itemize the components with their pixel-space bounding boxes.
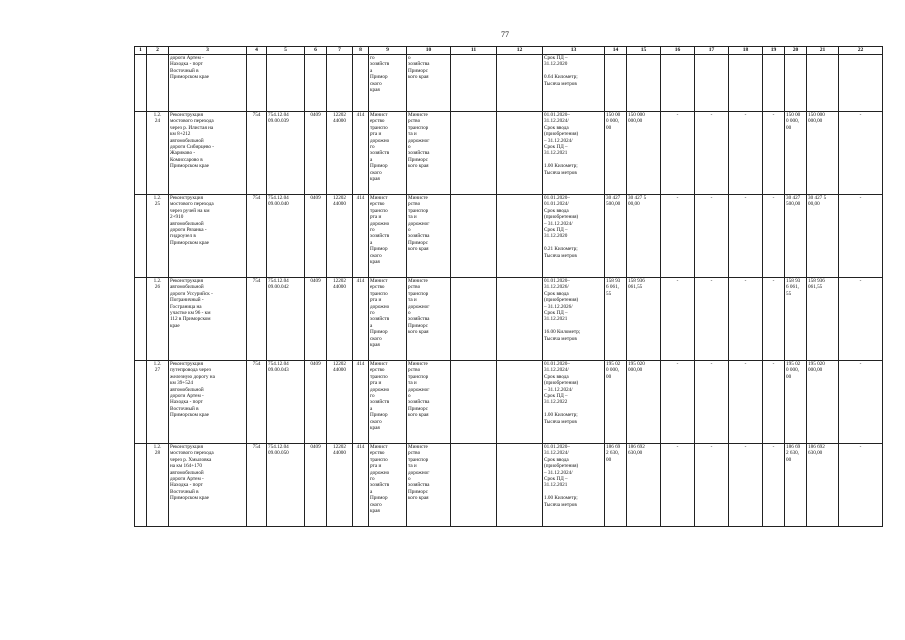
column-header: 11 xyxy=(451,47,497,55)
table-cell-c6: 0409 xyxy=(305,195,327,278)
header-row xyxy=(135,47,883,55)
table-cell-c8: 414 xyxy=(353,361,369,444)
table-cell-c14: 158 93 6 061, 55 xyxy=(605,278,627,361)
table-row xyxy=(135,278,883,361)
table-cell-c18: - xyxy=(729,195,763,278)
table-cell-c22: - xyxy=(839,278,883,361)
table-cell-c19 xyxy=(763,55,785,112)
table-cell-c11 xyxy=(451,361,497,444)
table-cell-c7: 12202 44000 xyxy=(327,195,353,278)
table-cell-c13: 01.01.2020– 31.12.2024/ Срок ввода (приобретения) – 31.12.2024/ Срок ПД – 31.12.2021 1.00 Километр; Тысяча метров xyxy=(543,444,605,527)
table-cell-c7 xyxy=(327,55,353,112)
column-header: 9 xyxy=(369,47,407,55)
table-cell-c7: 12202 44000 xyxy=(327,112,353,195)
table-cell-c13: 01.01.2020– 31.12.2024/ Срок ввода (приобретения) – 31.12.2024/ Срок ПД – 31.12.2022 1.00 Километр; Тысяча метров xyxy=(543,361,605,444)
table-cell-c5: 754.12.04 09.00.040 xyxy=(267,195,305,278)
table-row xyxy=(135,195,883,278)
table-cell-c18: - xyxy=(729,112,763,195)
table-cell-c4: 754 xyxy=(247,361,267,444)
table-cell-c17: - xyxy=(695,195,729,278)
table-cell-c1 xyxy=(135,195,147,278)
table-cell-c5: 754.12.04 09.00.042 xyxy=(267,278,305,361)
table-cell-c2: 1.2. 24 xyxy=(147,112,169,195)
table-cell-c3: дороги Артем - Находка - порт Восточный в Приморском крае xyxy=(169,55,247,112)
table-row xyxy=(135,444,883,527)
table-cell-c17: - xyxy=(695,361,729,444)
table-cell-c8: 414 xyxy=(353,112,369,195)
table-cell-c18: - xyxy=(729,444,763,527)
table-cell-c11 xyxy=(451,278,497,361)
table-cell-c3: Реконструкция мостового перехода через ручей на км 2+910 автомобильной дороги Рязанка - гидроузел в Приморском крае xyxy=(169,195,247,278)
table-cell-c6: 0409 xyxy=(305,112,327,195)
table-cell-c8: 414 xyxy=(353,195,369,278)
budget-table xyxy=(134,46,883,527)
table-cell-c15: 30 427 5 00,00 xyxy=(627,195,661,278)
table-body xyxy=(135,55,883,527)
table-cell-c5: 754.12.04 09.00.039 xyxy=(267,112,305,195)
column-header: 20 xyxy=(785,47,807,55)
table-cell-c14: 195 02 0 000, 00 xyxy=(605,361,627,444)
table-cell-c15 xyxy=(627,55,661,112)
column-header: 19 xyxy=(763,47,785,55)
column-header: 1 xyxy=(135,47,147,55)
table-cell-c10: о хозяйства Приморс кого края xyxy=(407,55,451,112)
table-cell-c16: - xyxy=(661,444,695,527)
column-header: 13 xyxy=(543,47,605,55)
table-cell-c19: - xyxy=(763,444,785,527)
table-cell-c15: 186 692 630,00 xyxy=(627,444,661,527)
table-cell-c21: 150 000 000,00 xyxy=(807,112,839,195)
column-header: 5 xyxy=(267,47,305,55)
table-cell-c17: - xyxy=(695,278,729,361)
table-cell-c19: - xyxy=(763,278,785,361)
table-cell-c8: 414 xyxy=(353,444,369,527)
table-cell-c20: 195 02 0 000, 00 xyxy=(785,361,807,444)
table-cell-c2: 1.2. 27 xyxy=(147,361,169,444)
table-row xyxy=(135,361,883,444)
table-cell-c3: Реконструкция путепровода через железную дорогу на км 39+524 автомобильной дороги Артем - Находка - порт Восточный в Приморском крае xyxy=(169,361,247,444)
table-cell-c16: - xyxy=(661,112,695,195)
table-cell-c12 xyxy=(497,195,543,278)
table-cell-c1 xyxy=(135,361,147,444)
table-cell-c11 xyxy=(451,55,497,112)
table-cell-c6: 0409 xyxy=(305,278,327,361)
table-cell-c3: Реконструкция мостового перехода через р. Илистая на км 8+212 автомобильной дороги Сибирцево - Жариково - Комиссарово в Приморском крае xyxy=(169,112,247,195)
table-cell-c2: 1.2. 28 xyxy=(147,444,169,527)
table-cell-c9: Минист ерство транспо рта и дорожно го хозяйств а Примор ского края xyxy=(369,195,407,278)
table-cell-c22: - xyxy=(839,112,883,195)
table-cell-c17: - xyxy=(695,112,729,195)
table-cell-c4: 754 xyxy=(247,112,267,195)
table-cell-c20 xyxy=(785,55,807,112)
table-cell-c14: 30 427 500,00 xyxy=(605,195,627,278)
table-cell-c20: 30 427 500,00 xyxy=(785,195,807,278)
table-cell-c22: - xyxy=(839,361,883,444)
table-cell-c7: 12202 44000 xyxy=(327,278,353,361)
table-cell-c9: Минист ерство транспо рта и дорожно го хозяйств а Примор ского края xyxy=(369,444,407,527)
page-number: 77 xyxy=(501,30,509,39)
table-cell-c8: 414 xyxy=(353,278,369,361)
column-header: 15 xyxy=(627,47,661,55)
column-header: 2 xyxy=(147,47,169,55)
table-cell-c10: Министе рство транспор та и дорожног о хозяйства Приморс кого края xyxy=(407,361,451,444)
table-cell-c3: Реконструкция мостового перехода через р. Хмыловка на км 164+170 автомобильной дороги Артем - Находка - порт Восточный в Приморском крае xyxy=(169,444,247,527)
table-cell-c10: Министе рство транспор та и дорожног о хозяйства Приморс кого края xyxy=(407,444,451,527)
table-cell-c12 xyxy=(497,444,543,527)
table-cell-c15: 158 936 061,55 xyxy=(627,278,661,361)
table-cell-c18: - xyxy=(729,278,763,361)
table-cell-c13: Срок ПД – 31.12.2020 0.64 Километр; Тысяча метров xyxy=(543,55,605,112)
table-cell-c5: 754.12.04 09.00.050 xyxy=(267,444,305,527)
table-cell-c2: 1.2. 25 xyxy=(147,195,169,278)
table-cell-c13: 01.01.2020– 01.01.2024/ Срок ввода (приобретения) – 31.12.2024/ Срок ПД – 31.12.2020 0.21 Километр; Тысяча метров xyxy=(543,195,605,278)
table-cell-c20: 158 93 6 061, 55 xyxy=(785,278,807,361)
table-cell-c16: - xyxy=(661,361,695,444)
column-header: 16 xyxy=(661,47,695,55)
table-cell-c9: Минист ерство транспо рта и дорожно го хозяйств а Примор ского края xyxy=(369,361,407,444)
table-cell-c18: - xyxy=(729,361,763,444)
table-cell-c12 xyxy=(497,361,543,444)
table-cell-c5: 754.12.04 09.00.043 xyxy=(267,361,305,444)
table-cell-c20: 186 69 2 630, 00 xyxy=(785,444,807,527)
table-cell-c19: - xyxy=(763,195,785,278)
table-cell-c16: - xyxy=(661,278,695,361)
table-cell-c10: Министе рство транспор та и дорожног о хозяйства Приморс кого края xyxy=(407,112,451,195)
table-cell-c14: 150 00 0 000, 00 xyxy=(605,112,627,195)
table-cell-c18 xyxy=(729,55,763,112)
table-cell-c22 xyxy=(839,55,883,112)
table-cell-c21: 186 692 630,00 xyxy=(807,444,839,527)
table-cell-c20: 150 00 0 000, 00 xyxy=(785,112,807,195)
column-header: 3 xyxy=(169,47,247,55)
table-cell-c11 xyxy=(451,195,497,278)
table-cell-c11 xyxy=(451,112,497,195)
table-cell-c21: 30 427 5 00,00 xyxy=(807,195,839,278)
table-cell-c16: - xyxy=(661,195,695,278)
table-cell-c7: 12202 44000 xyxy=(327,444,353,527)
column-header: 12 xyxy=(497,47,543,55)
table-cell-c9: Минист ерство транспо рта и дорожно го хозяйств а Примор ского края xyxy=(369,278,407,361)
table-cell-c17 xyxy=(695,55,729,112)
table-cell-c2 xyxy=(147,55,169,112)
table-cell-c4: 754 xyxy=(247,195,267,278)
table-cell-c13: 01.01.2020– 31.12.2024/ Срок ввода (приобретения) – 31.12.2024/ Срок ПД – 31.12.2021 1.00 Километр; Тысяча метров xyxy=(543,112,605,195)
column-header: 7 xyxy=(327,47,353,55)
column-header: 4 xyxy=(247,47,267,55)
table-cell-c5 xyxy=(267,55,305,112)
table-cell-c21 xyxy=(807,55,839,112)
column-header: 22 xyxy=(839,47,883,55)
table-cell-c1 xyxy=(135,444,147,527)
table-cell-c11 xyxy=(451,444,497,527)
table-cell-c21: 158 936 061,55 xyxy=(807,278,839,361)
table-cell-c10: Министе рство транспор та и дорожног о хозяйства Приморс кого края xyxy=(407,195,451,278)
table-cell-c12 xyxy=(497,112,543,195)
table-cell-c7: 12202 44000 xyxy=(327,361,353,444)
table-cell-c15: 150 000 000,00 xyxy=(627,112,661,195)
table-cell-c1 xyxy=(135,55,147,112)
column-header: 21 xyxy=(807,47,839,55)
table-cell-c8 xyxy=(353,55,369,112)
table-row xyxy=(135,112,883,195)
table-cell-c10: Министе рство транспор та и дорожног о хозяйства Приморс кого края xyxy=(407,278,451,361)
table-cell-c12 xyxy=(497,55,543,112)
column-header: 8 xyxy=(353,47,369,55)
table-cell-c14: 186 69 2 630, 00 xyxy=(605,444,627,527)
column-header: 18 xyxy=(729,47,763,55)
table-cell-c6 xyxy=(305,55,327,112)
table-cell-c1 xyxy=(135,112,147,195)
column-header: 17 xyxy=(695,47,729,55)
table-cell-c3: Реконструкция автомобильной дороги Уссурийск - Пограничный - Госграница на участке км 96 - км 112 в Приморском крае xyxy=(169,278,247,361)
table-cell-c15: 195 020 000,00 xyxy=(627,361,661,444)
table-cell-c2: 1.2. 26 xyxy=(147,278,169,361)
table-cell-c6: 0409 xyxy=(305,361,327,444)
table-cell-c9: Минист ерство транспо рта и дорожно го хозяйств а Примор ского края xyxy=(369,112,407,195)
table-cell-c4: 754 xyxy=(247,444,267,527)
table-cell-c14 xyxy=(605,55,627,112)
column-header: 6 xyxy=(305,47,327,55)
table-cell-c19: - xyxy=(763,112,785,195)
table-cell-c12 xyxy=(497,278,543,361)
column-header: 14 xyxy=(605,47,627,55)
table-cell-c17: - xyxy=(695,444,729,527)
table-cell-c4: 754 xyxy=(247,278,267,361)
table-cell-c16 xyxy=(661,55,695,112)
table-cell-c22: - xyxy=(839,195,883,278)
column-header: 10 xyxy=(407,47,451,55)
table-cell-c1 xyxy=(135,278,147,361)
table-cell-c19: - xyxy=(763,361,785,444)
table-cell-c4 xyxy=(247,55,267,112)
table-cell-c22: - xyxy=(839,444,883,527)
table-row xyxy=(135,55,883,112)
table-cell-c9: го хозяйств а Примор ского края xyxy=(369,55,407,112)
table-cell-c13: 01.01.2020– 31.12.2026/ Срок ввода (приобретения) – 31.12.2026/ Срок ПД – 31.12.2021 16.00 Километр; Тысяча метров xyxy=(543,278,605,361)
table-cell-c21: 195 020 000,00 xyxy=(807,361,839,444)
table-cell-c6: 0409 xyxy=(305,444,327,527)
